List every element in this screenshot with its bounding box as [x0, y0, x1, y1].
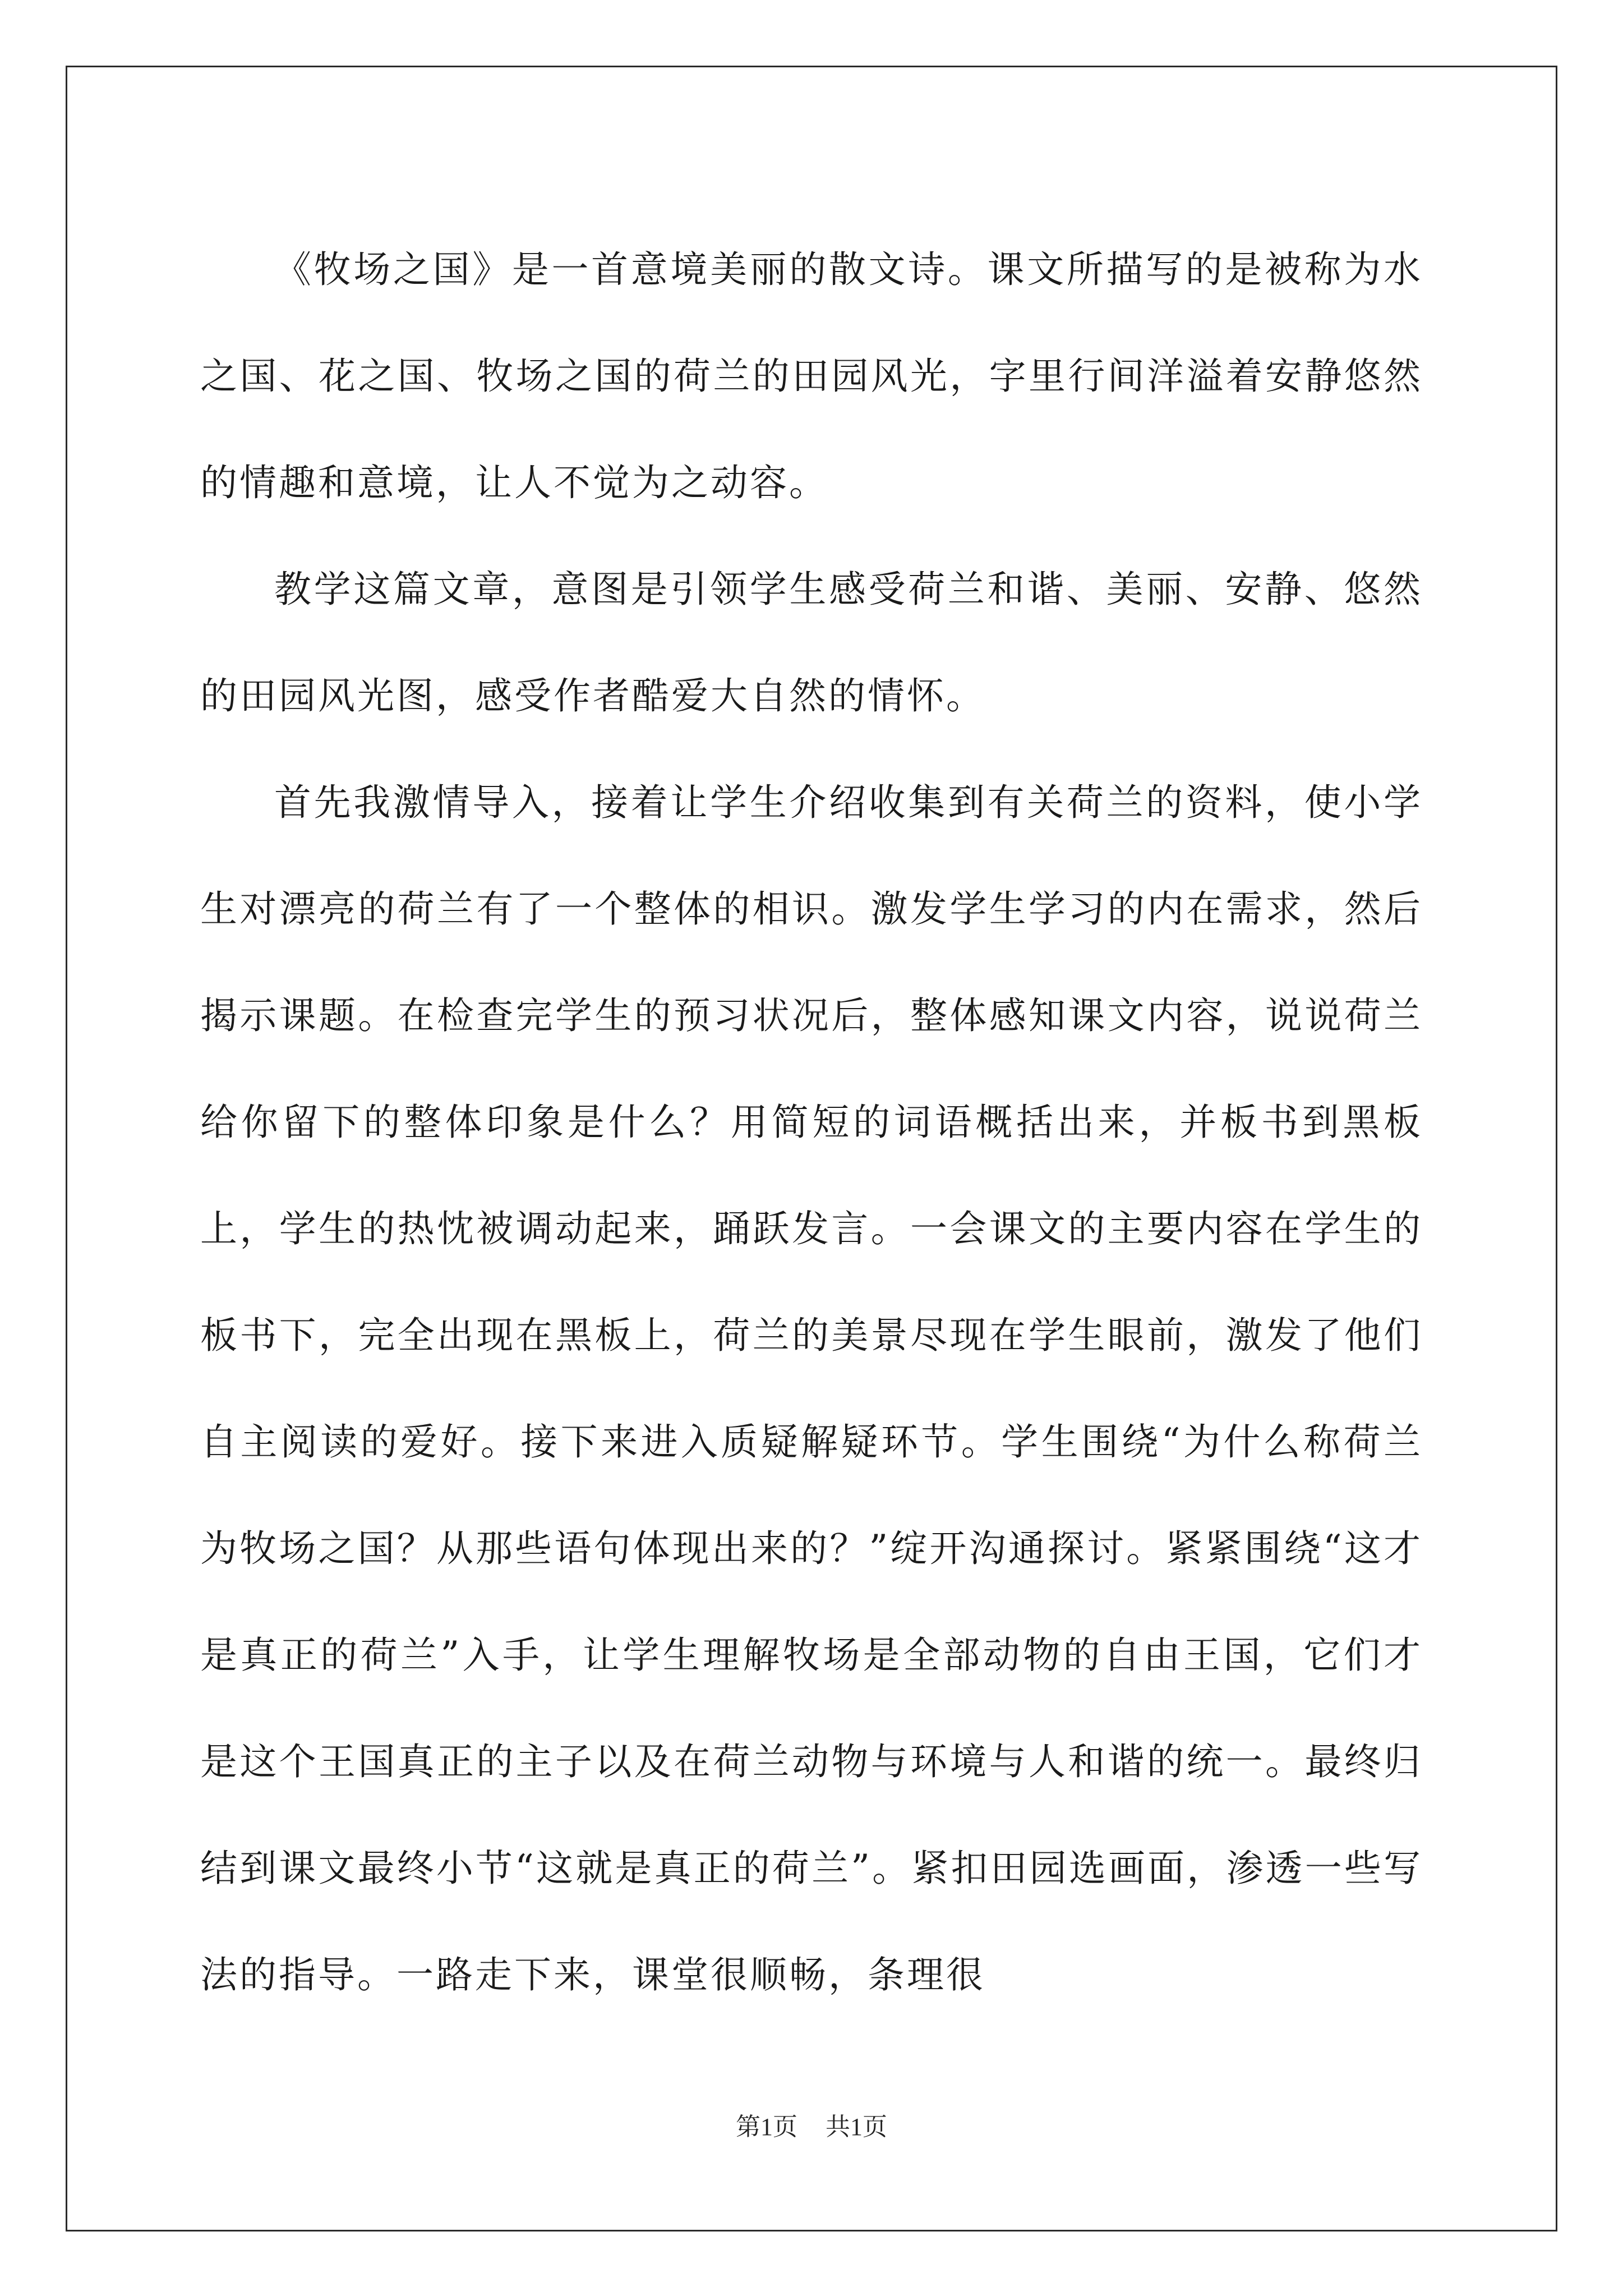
paragraph-teaching-process: 首先我激情导入，接着让学生介绍收集到有关荷兰的资料，使小学生对漂亮的荷兰有了一个整体的相识。激发学生学习的内在需求，然后揭示课题。在检查完学生的预习状况后，整体感知课文内容，说说荷兰给你留下的整体印象是什么？用简短的词语概括出来，并板书到黑板上，学生的热忱被调动起来，踊跃发言。一会课文的主要内容在学生的板书下，完全出现在黑板上，荷兰的美景尽现在学生眼前，激发了他们自主阅读的爱好。接下来进入质疑解疑环节。学生围绕“为什么称荷兰为牧场之国？从那些语句体现出来的？”绽开沟通探讨。紧紧围绕“这才是真正的荷兰”入手，让学生理解牧场是全部动物的自由王国，它们才是这个王国真正的主子以及在荷兰动物与环境与人和谐的统一。最终归结到课文最终小节“这就是真正的荷兰”。紧扣田园选画面，渗透一些写法的指导。一路走下来，课堂很顺畅，条理很 [200, 781, 1423, 1996]
document-body [200, 217, 1423, 2028]
page-footer [0, 2106, 1623, 2142]
paragraph-teaching-intent: 教学这篇文章，意图是引领学生感受荷兰和谐、美丽、安静、悠然的田园风光图，感受作者酷爱大自然的情怀。 [200, 568, 1423, 717]
paragraph-intro: 《牧场之国》是一首意境美丽的散文诗。课文所描写的是被称为水之国、花之国、牧场之国的荷兰的田园风光，字里行间洋溢着安静悠然的情趣和意境，让人不觉为之动容。 [200, 248, 1423, 504]
page-total: 共1页 [826, 2113, 887, 2141]
page-number: 第1页 [736, 2113, 797, 2141]
